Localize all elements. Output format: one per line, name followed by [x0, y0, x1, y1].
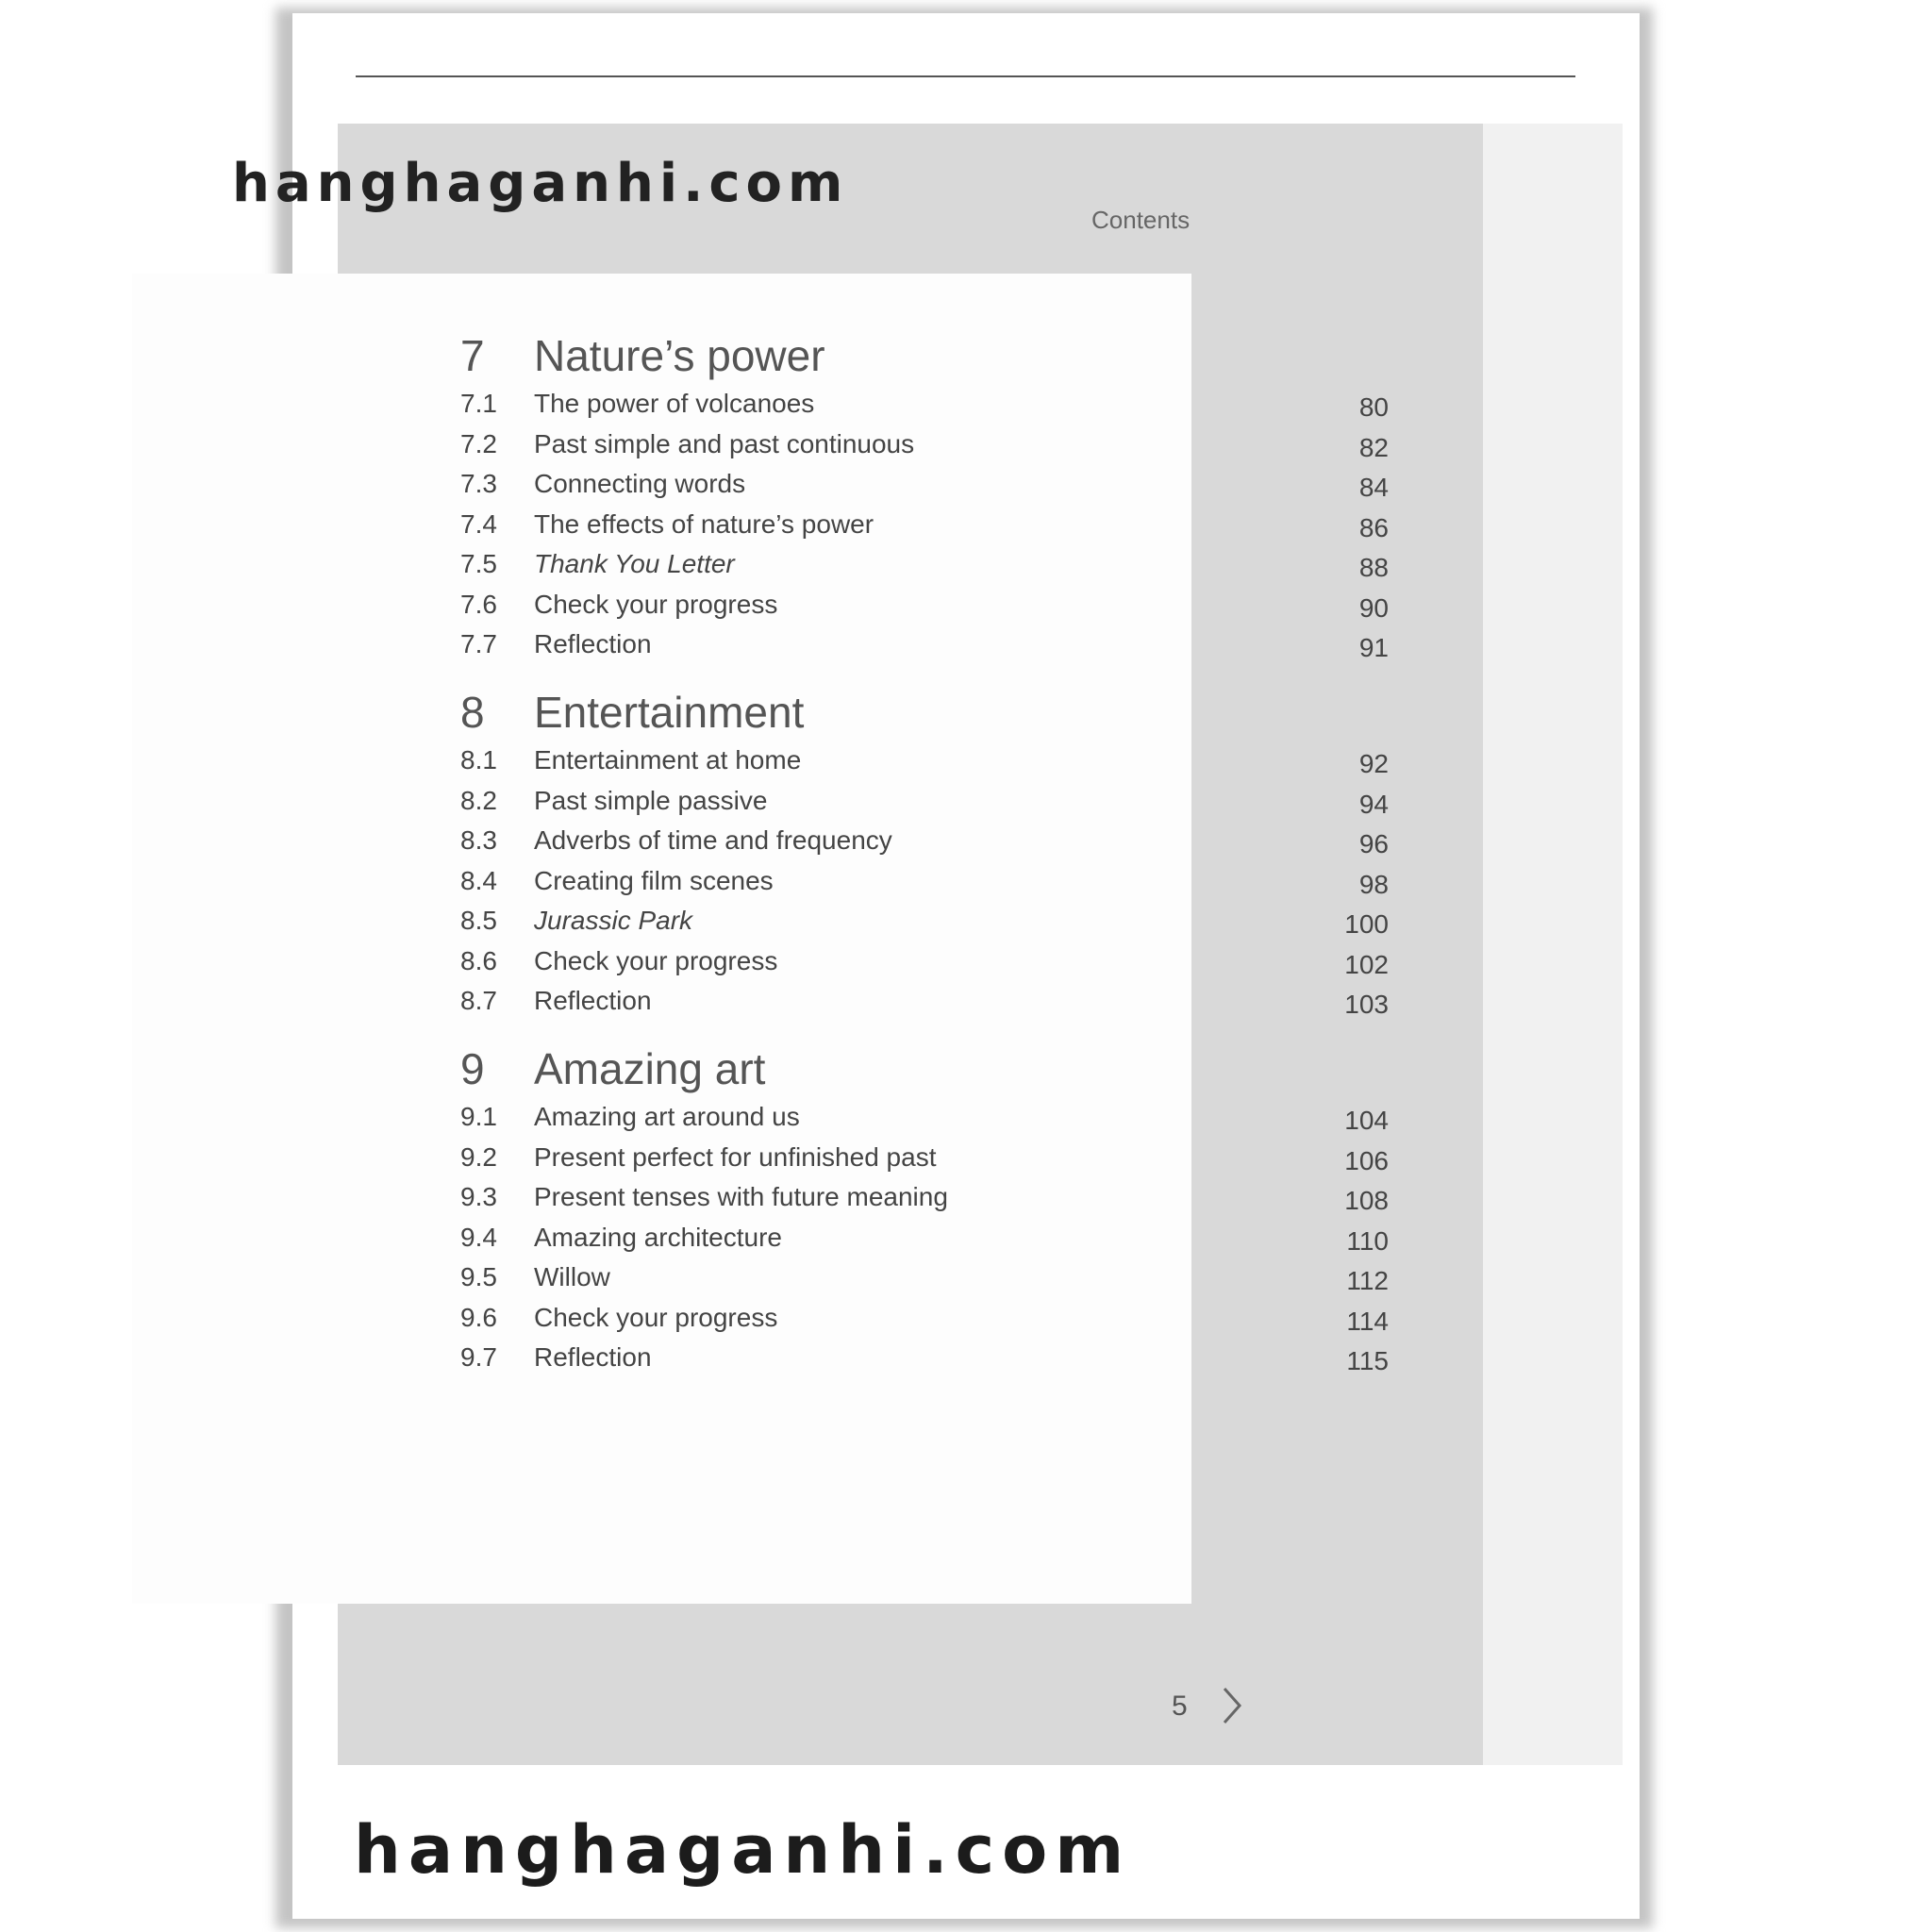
toc-item-page: 103 [1344, 990, 1389, 1019]
toc-item-page: 86 [1358, 512, 1389, 542]
toc-item-page: 98 [1358, 869, 1389, 899]
toc-item-title: Adverbs of time and frequency [534, 825, 892, 855]
toc-item-page: 82 [1358, 432, 1389, 462]
toc-item-number: 7.4 [460, 508, 497, 539]
toc-item-page: 91 [1358, 633, 1389, 662]
toc-item-number: 9.7 [460, 1342, 497, 1372]
toc-item-number: 9.6 [460, 1302, 497, 1332]
toc-item-number: 7.1 [460, 389, 497, 418]
toc-item-number: 8.5 [460, 906, 497, 935]
toc-item-title: Past simple passive [534, 785, 768, 815]
toc-item-page: 110 [1346, 1225, 1389, 1256]
toc-item-title: Thank You Letter [534, 549, 735, 578]
toc-item-title: Jurassic Park [534, 906, 693, 935]
top-rule [356, 75, 1575, 77]
toc-item-page: 94 [1358, 789, 1389, 819]
page-number: 5 [1172, 1690, 1188, 1722]
toc-item-page: 90 [1358, 592, 1389, 623]
chapter-title: Entertainment [534, 688, 805, 737]
toc-item-page: 96 [1358, 829, 1389, 858]
toc-item-number: 7.7 [460, 629, 497, 658]
toc-item-title: Present tenses with future meaning [534, 1182, 948, 1211]
toc-item-title: Check your progress [534, 945, 778, 975]
toc-item-title: Amazing architecture [534, 1222, 783, 1252]
toc-item-number: 9.2 [460, 1141, 497, 1172]
toc-item-number: 7.6 [460, 589, 497, 619]
toc-item-number: 9.4 [460, 1222, 497, 1252]
toc-item-page: 84 [1358, 473, 1389, 502]
toc-item-title: Entertainment at home [534, 745, 802, 774]
toc-item-title: Check your progress [534, 1302, 778, 1332]
toc-item-page: 114 [1346, 1306, 1389, 1336]
toc-item-number: 7.2 [460, 428, 497, 458]
chapter-title: Nature’s power [534, 331, 825, 380]
toc-item-number: 9.1 [460, 1102, 497, 1131]
toc-item-page: 104 [1344, 1106, 1389, 1135]
toc-item-number: 8.7 [460, 986, 497, 1015]
toc-item-page: 92 [1358, 749, 1389, 778]
toc-item-page: 115 [1346, 1346, 1389, 1375]
chapter-number: 7 [460, 331, 485, 380]
toc-item-number: 8.4 [460, 865, 497, 895]
toc-item-page: 112 [1346, 1266, 1389, 1295]
toc-item-number: 8.6 [460, 945, 497, 975]
toc-item-number: 9.3 [460, 1182, 497, 1211]
toc-item-page: 102 [1344, 949, 1389, 979]
toc-item-number: 7.5 [460, 549, 497, 578]
section-label: Contents [1091, 206, 1191, 234]
toc-item-title: Amazing art around us [534, 1102, 800, 1131]
toc-item-number: 7.3 [460, 469, 497, 498]
toc-item-title: Reflection [534, 629, 652, 658]
toc-item-title: Creating film scenes [534, 865, 774, 895]
toc-item-title: The power of volcanoes [534, 389, 815, 418]
toc-item-title: Connecting words [534, 469, 746, 498]
toc-item-title: Past simple and past continuous [534, 428, 915, 458]
toc-item-page: 80 [1358, 392, 1389, 422]
toc-item-number: 8.1 [460, 745, 497, 774]
toc-item-title: Willow [534, 1262, 610, 1291]
chevron-right-icon[interactable] [1217, 1685, 1245, 1726]
toc-item-page: 88 [1358, 553, 1389, 582]
toc-item-title: Check your progress [534, 589, 778, 619]
toc-item-title: The effects of nature’s power [534, 508, 874, 539]
toc-item-title: Present perfect for unfinished past [534, 1141, 937, 1172]
toc-item-number: 8.2 [460, 785, 497, 815]
toc-item-title: Reflection [534, 986, 652, 1015]
watermark-top: hanghaganhi.com [232, 153, 849, 214]
toc-item-page: 108 [1344, 1186, 1389, 1215]
toc-item-number: 9.5 [460, 1262, 497, 1291]
toc-item-number: 8.3 [460, 825, 497, 855]
chapter-number: 9 [460, 1044, 485, 1093]
toc-item-page: 106 [1344, 1145, 1389, 1175]
chapter-title: Amazing art [534, 1044, 766, 1093]
scan-edge [1483, 124, 1623, 1765]
chapter-number: 8 [460, 688, 485, 737]
watermark-bottom: hanghaganhi.com [354, 1811, 1132, 1889]
toc-item-page: 100 [1344, 909, 1389, 939]
toc-item-title: Reflection [534, 1342, 652, 1372]
